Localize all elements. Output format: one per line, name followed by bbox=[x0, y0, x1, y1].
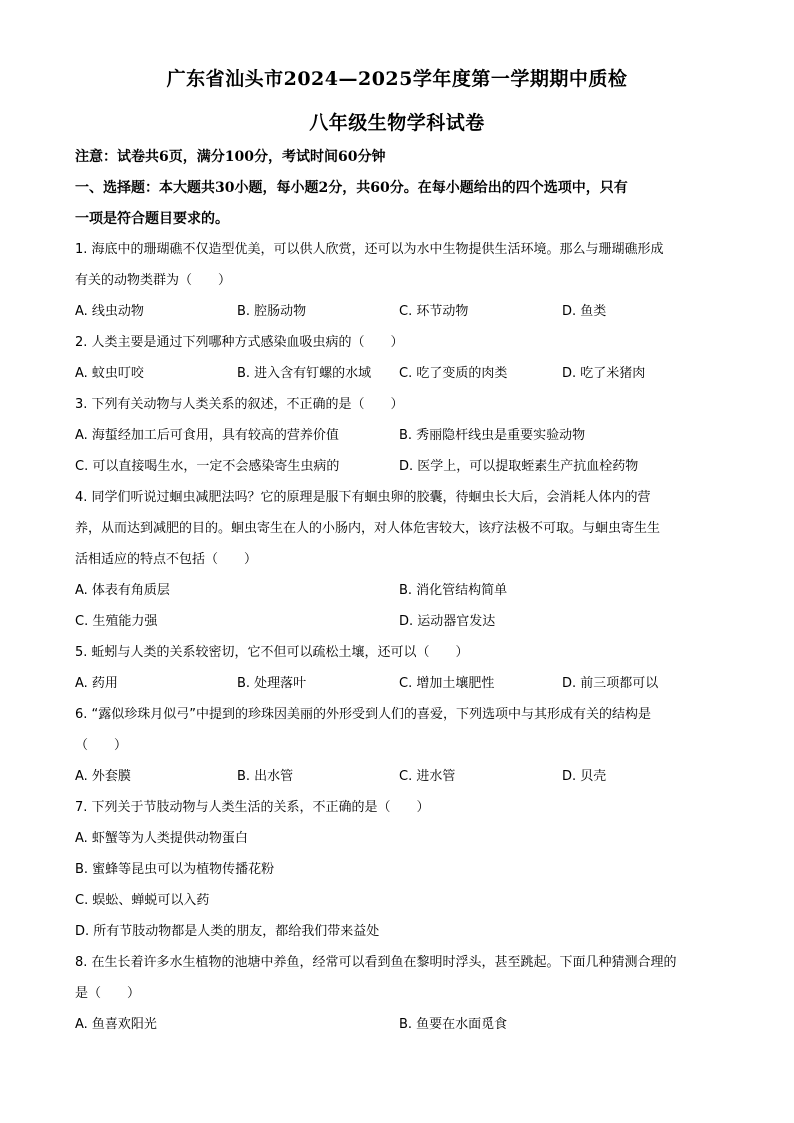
question-4-option-d: D. 运动器官发达 bbox=[399, 614, 496, 629]
question-4-stem-cont: 养，从而达到减肥的目的。蛔虫寄生在人的小肠内，对人体危害较大，该疗法极不可取。与蛔虫寄生生 bbox=[75, 521, 661, 536]
question-7-stem: 7. 下列关于节肢动物与人类生活的关系，不正确的是（ ） bbox=[75, 800, 430, 815]
question-3-option-d: D. 医学上，可以提取蛭素生产抗血栓药物 bbox=[399, 459, 639, 474]
question-2-option-d: D. 吃了米猪肉 bbox=[562, 366, 646, 381]
question-1-option-a: A. 线虫动物 bbox=[75, 304, 144, 319]
question-3-option-c: C. 可以直接喝生水，一定不会感染寄生虫病的 bbox=[75, 459, 340, 474]
question-3-option-b: B. 秀丽隐杆线虫是重要实验动物 bbox=[399, 428, 586, 443]
exam-subtitle: 八年级生物学科试卷 bbox=[309, 112, 485, 134]
question-8-option-a: A. 鱼喜欢阳光 bbox=[75, 1017, 157, 1032]
question-6-option-c: C. 进水管 bbox=[399, 769, 456, 784]
question-1-option-c: C. 环节动物 bbox=[399, 304, 469, 319]
question-6-option-d: D. 贝壳 bbox=[562, 769, 607, 784]
question-7-option-c: C. 蜈蚣、蝉蜕可以入药 bbox=[75, 893, 210, 908]
question-3-stem: 3. 下列有关动物与人类关系的叙述，不正确的是（ ） bbox=[75, 397, 404, 412]
question-4-option-c: C. 生殖能力强 bbox=[75, 614, 158, 629]
question-3-option-a: A. 海蜇经加工后可食用，具有较高的营养价值 bbox=[75, 428, 339, 443]
section-heading: 一、选择题：本大题共30小题，每小题2分，共60分。在每小题给出的四个选项中，只有 bbox=[75, 180, 628, 196]
question-6-stem-cont: （ ） bbox=[75, 738, 128, 753]
question-6-option-a: A. 外套膜 bbox=[75, 769, 131, 784]
question-8-stem: 8. 在生长着许多水生植物的池塘中养鱼，经常可以看到鱼在黎明时浮头，甚至跳起。下面几种猜测合理的 bbox=[75, 955, 677, 970]
question-1-option-d: D. 鱼类 bbox=[562, 304, 607, 319]
question-2-option-c: C. 吃了变质的肉类 bbox=[399, 366, 508, 381]
question-4-option-b: B. 消化管结构简单 bbox=[399, 583, 508, 598]
question-1-stem: 1. 海底中的珊瑚礁不仅造型优美，可以供人欣赏，还可以为水中生物提供生活环境。那么与珊瑚礁形成 bbox=[75, 242, 664, 257]
question-2-stem: 2. 人类主要是通过下列哪种方式感染血吸虫病的（ ） bbox=[75, 335, 404, 350]
exam-notice: 注意：试卷共6页，满分100分，考试时间60分钟 bbox=[75, 149, 386, 165]
question-5-option-c: C. 增加土壤肥性 bbox=[399, 676, 495, 691]
question-5-stem: 5. 蚯蚓与人类的关系较密切，它不但可以疏松土壤，还可以（ ） bbox=[75, 645, 469, 660]
question-2-option-a: A. 蚊虫叮咬 bbox=[75, 366, 144, 381]
question-7-option-a: A. 虾蟹等为人类提供动物蛋白 bbox=[75, 831, 248, 846]
question-6-stem: 6. “露似珍珠月似弓”中提到的珍珠因美丽的外形受到人们的喜爱，下列选项中与其形成有关的结构是 bbox=[75, 707, 652, 722]
question-4-stem: 4. 同学们听说过蛔虫减肥法吗？它的原理是服下有蛔虫卵的胶囊，待蛔虫长大后，会消耗人体内的营 bbox=[75, 490, 651, 505]
question-8-stem-cont: 是（ ） bbox=[75, 986, 141, 1001]
section-heading-cont: 一项是符合题目要求的。 bbox=[75, 211, 229, 227]
question-2-option-b: B. 进入含有钉螺的水域 bbox=[237, 366, 372, 381]
question-6-option-b: B. 出水管 bbox=[237, 769, 294, 784]
question-8-option-b: B. 鱼要在水面觅食 bbox=[399, 1017, 508, 1032]
question-5-option-a: A. 药用 bbox=[75, 676, 118, 691]
question-5-option-b: B. 处理落叶 bbox=[237, 676, 307, 691]
question-1-stem-cont: 有关的动物类群为（ ） bbox=[75, 273, 232, 288]
question-5-option-d: D. 前三项都可以 bbox=[562, 676, 659, 691]
question-4-option-a: A. 体表有角质层 bbox=[75, 583, 170, 598]
question-1-option-b: B. 腔肠动物 bbox=[237, 304, 307, 319]
exam-title: 广东省汕头市2024—2025学年度第一学期期中质检 bbox=[166, 68, 628, 90]
question-4-stem-cont2: 活相适应的特点不包括（ ） bbox=[75, 552, 258, 567]
question-7-option-b: B. 蜜蜂等昆虫可以为植物传播花粉 bbox=[75, 862, 275, 877]
question-7-option-d: D. 所有节肢动物都是人类的朋友，都给我们带来益处 bbox=[75, 924, 380, 939]
